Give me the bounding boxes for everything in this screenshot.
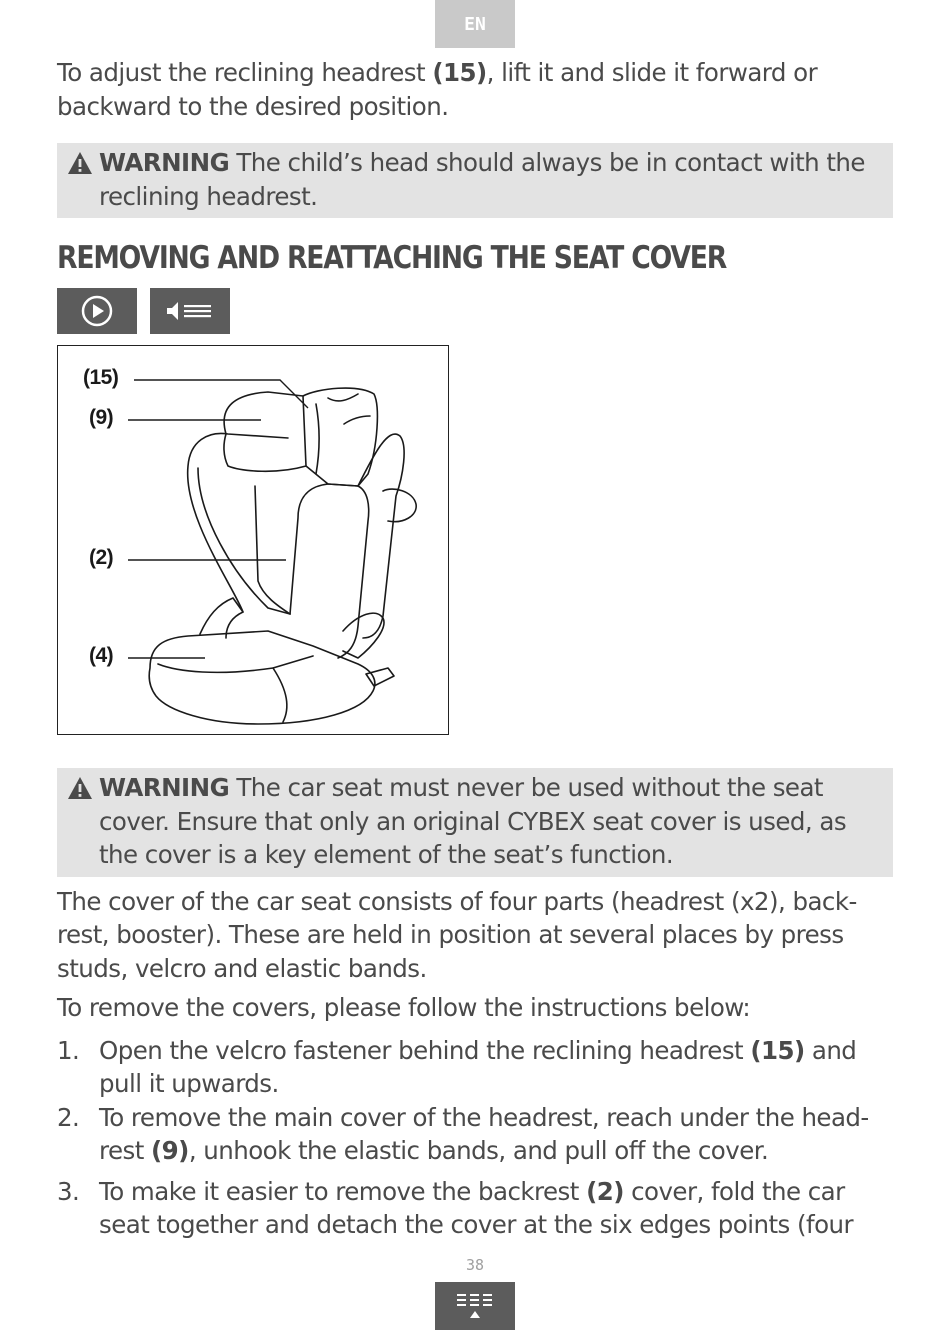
- step-item: [57, 1034, 893, 1101]
- step-text: , unhook the elastic bands, and pull off the cover.: [188, 1136, 769, 1165]
- callout-booster: (4): [89, 644, 114, 667]
- contents-up-icon: [455, 1291, 495, 1321]
- step-ref: (15): [750, 1035, 805, 1065]
- step-text: To make it easier to remove the backrest: [99, 1176, 587, 1206]
- language-label: EN: [464, 13, 486, 35]
- step-number: 3.: [57, 1176, 80, 1206]
- callout-headrest: (9): [89, 406, 114, 429]
- step-number: 1.: [57, 1035, 80, 1065]
- play-circle-icon: [80, 294, 114, 328]
- step-item: [57, 1175, 893, 1242]
- step-text: To remove the main cover of the headrest, reach under the head-rest: [99, 1102, 869, 1165]
- step-number: 2.: [57, 1102, 80, 1132]
- audio-instructions-button[interactable]: [150, 288, 230, 334]
- warning-triangle-icon: [67, 776, 93, 800]
- language-tab[interactable]: [435, 0, 515, 48]
- audio-list-icon: [165, 299, 215, 323]
- section-title: REMOVING AND REATTACHING THE SEAT COVER: [57, 240, 727, 276]
- warning-label: WARNING: [99, 148, 230, 177]
- intro-text-after: , lift it and slide it forward or backward to the desired position.: [57, 58, 818, 121]
- step-text: and pull it upwards.: [99, 1035, 857, 1098]
- removal-steps: [57, 1034, 893, 1242]
- warning-text: The car seat must never be used without the seat cover. Ensure that only an original CYBEX seat cover is used, as the cover is a key element of the seat’s function.: [99, 773, 847, 869]
- warning-text: The child’s head should always be in contact with the reclining headrest.: [99, 148, 865, 211]
- seat-diagram: [57, 345, 449, 735]
- page-number: 38: [465, 1256, 485, 1274]
- step-item: [57, 1101, 893, 1168]
- warning-box-headrest: [57, 143, 893, 218]
- callout-backrest: (2): [89, 546, 114, 569]
- cover-description: The cover of the car seat consists of four parts (headrest (x2), back-rest, booster). These are held in position at several places by press studs, velcro and elastic bands.: [57, 886, 857, 983]
- step-ref: (9): [151, 1136, 189, 1165]
- intro-ref: (15): [432, 58, 487, 87]
- warning-label: WARNING: [99, 773, 230, 802]
- warning-box-cover: [57, 768, 893, 877]
- contents-nav-button[interactable]: [435, 1282, 515, 1330]
- step-ref: (2): [586, 1176, 624, 1206]
- intro-text-before: To adjust the reclining headrest: [57, 58, 433, 87]
- warning-triangle-icon: [67, 151, 93, 175]
- media-buttons: [57, 288, 893, 334]
- page-content: [57, 56, 893, 1242]
- step-text: Open the velcro fastener behind the reclining headrest: [99, 1035, 751, 1065]
- callout-headrest-adjust: (15): [83, 366, 119, 389]
- play-video-button[interactable]: [57, 288, 137, 334]
- remove-instructions-intro: To remove the covers, please follow the instructions below:: [57, 993, 751, 1022]
- intro-paragraph: [57, 56, 893, 123]
- step-text: cover, fold the car seat together and detach the cover at the six edges points (four: [99, 1176, 854, 1239]
- car-seat-illustration: [58, 346, 448, 734]
